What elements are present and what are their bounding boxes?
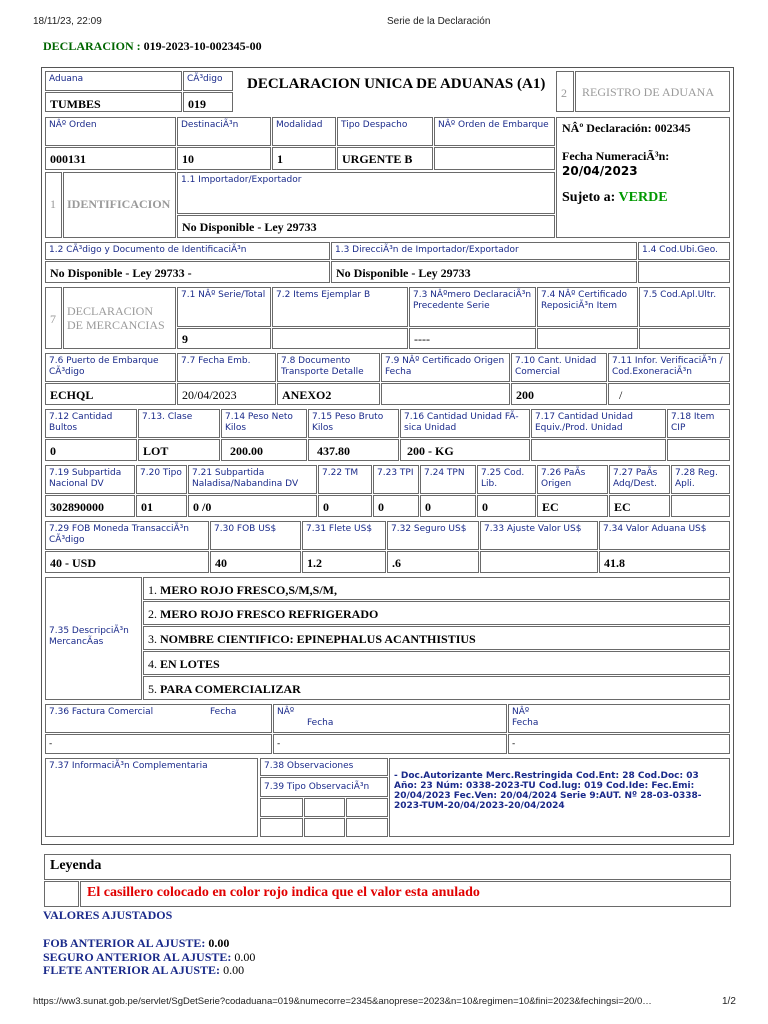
factura-n1-label: NÂº [277,707,295,717]
sujeto-value: VERDE [618,190,668,205]
destinacion-label: DestinaciÃ³n [177,117,271,146]
factura-fecha1-label: Fecha [307,718,334,728]
mercancias-label-cell [63,287,176,349]
f728-label: 7.28 Reg. Apli. [671,465,730,494]
factura-n1-cell [273,704,507,733]
f734-label: 7.34 Valor Aduana US$ [599,521,730,550]
f726-value: EC [537,495,608,517]
codigo-value: 019 [183,92,233,112]
f731-label: 7.31 Flete US$ [302,521,386,550]
factura-fecha2-label: Fecha [512,718,539,728]
flete-ajuste-line [43,963,244,978]
f715-label: 7.15 Peso Bruto Kilos [308,409,399,438]
f73-label: 7.3 NÂºmero DeclaraciÃ³n Precedente Serie [409,287,536,327]
f716-value: 200 - KG [400,439,530,461]
f78-label: 7.8 Documento Transporte Detalle [277,353,380,382]
declaration-title [43,39,262,54]
section2-num: 2 [561,86,567,100]
descripcion-line-4-text: EN LOTES [160,657,220,671]
tipo-despacho-label: Tipo Despacho [337,117,433,146]
f72-label: 7.2 Items Ejemplar B [272,287,408,327]
seguro-ajuste-value: 0.00 [234,950,256,964]
f724-label: 7.24 TPN [420,465,476,494]
mercancias-label-1: DECLARACION [67,304,153,318]
fob-ajuste-value: 0.00 [208,936,230,950]
f713-value: LOT [138,439,220,461]
fob-ajuste-label: FOB ANTERIOR AL AJUSTE: [43,936,206,950]
obs-empty-cell-4 [260,818,303,837]
f729-label: 7.29 FOB Moneda TransacciÃ³n CÃ³digo [45,521,209,550]
mercancias-label [64,288,175,332]
aduana-value: TUMBES [45,92,182,112]
descripcion-line-3 [143,626,730,650]
mercancias-label-2: DE MERCANCIAS [67,318,165,332]
obs-empty-cell-5 [304,818,345,837]
factura-n2-cell [508,704,730,733]
descripcion-line-1-text: MERO ROJO FRESCO,S/M,S/M, [160,583,338,597]
f712-value: 0 [45,439,137,461]
observaciones-text: - Doc.Autorizante Merc.Restringida Cod.Ent: 28 Cod.Doc: 03 Año: 23 Núm: 0338-2023-TU Cod.lug: 019 Cod.Ide: Fec.Emi: 20/04/2023 Fec.Ven: 20/04/2024 Serie 9:AUT. Nº 28-03-0338-2023-TUM-20/04/2023-20/04/2024 [389,758,730,837]
leyenda-title: Leyenda [44,854,731,880]
section7-num-cell [45,287,62,349]
section7-num: 7 [50,312,56,326]
f723-label: 7.23 TPI [373,465,419,494]
sujeto-label: Sujeto a: [562,190,616,205]
f724-value: 0 [420,495,476,517]
f727-label: 7.27 PaÃs Adq/Dest. [609,465,670,494]
f728-value [671,495,730,517]
doc-identificacion-label: 1.2 CÃ³digo y Documento de IdentificaciÃ³n [45,242,330,260]
descripcion-line-4-num: 4. [148,657,157,671]
direccion-label: 1.3 DirecciÃ³n de Importador/Exportador [331,242,637,260]
f75-label: 7.5 Cod.Apl.Ultr. [639,287,730,327]
fecha-numeracion-label: Fecha NumeraciÃ³n: [562,149,670,163]
f733-value [480,551,598,573]
declaration-number: 019-2023-10-002345-00 [143,39,262,53]
f731-value: 1.2 [302,551,386,573]
f730-label: 7.30 FOB US$ [210,521,301,550]
f725-value: 0 [477,495,536,517]
seguro-ajuste-label: SEGURO ANTERIOR AL AJUSTE: [43,950,232,964]
leyenda-color-box [44,881,79,907]
f720-label: 7.20 Tipo [136,465,187,494]
declaration-label: DECLARACION : [43,39,141,53]
descripcion-line-2-num: 2. [148,607,157,621]
f76-value: ECHQL [45,383,176,405]
print-datetime: 18/11/23, 22:09 [33,16,102,27]
f78-value: ANEXO2 [277,383,380,405]
importador-value: No Disponible - Ley 29733 [177,215,555,238]
f711-label: 7.11 Infor. VerificaciÃ³n / Cod.ExoneraciÃ³n [608,353,730,382]
f714-label: 7.14 Peso Neto Kilos [221,409,307,438]
f729-value: 40 - USD [45,551,209,573]
orden-embarque-label: NÂº Orden de Embarque [434,117,555,146]
doc-identificacion-value: No Disponible - Ley 29733 - [45,261,330,283]
f79-label: 7.9 NÂº Certificado Origen Fecha [381,353,510,382]
f710-label: 7.10 Cant. Unidad Comercial [511,353,607,382]
descripcion-line-2 [143,601,730,625]
obs-empty-cell-3 [346,798,388,817]
flete-ajuste-label: FLETE ANTERIOR AL AJUSTE: [43,963,221,977]
f722-value: 0 [318,495,372,517]
f716-label: 7.16 Cantidad Unidad FÃsica Unidad [400,409,530,438]
f732-value: .6 [387,551,479,573]
f73-value: ---- [409,328,536,349]
descripcion-line-5 [143,676,730,700]
obs-empty-cell-6 [346,818,388,837]
descripcion-line-1 [143,577,730,600]
factura-value-1: - [45,734,272,754]
f720-value: 01 [136,495,187,517]
f715-value: 437.80 [308,439,399,461]
fecha-numeracion-value: 20/04/2023 [562,164,638,178]
importador-label: 1.1 Importador/Exportador [177,172,555,214]
tipo-despacho-value: URGENTE B [337,147,433,170]
f710-value: 200 [511,383,607,405]
ajustes-title: VALORES AJUSTADOS [43,908,173,922]
f717-label: 7.17 Cantidad Unidad Equiv./Prod. Unidad [531,409,666,438]
section1-num-cell [45,172,62,238]
descripcion-line-5-num: 5. [148,682,157,696]
ubigeo-label: 1.4 Cod.Ubi.Geo. [638,242,730,260]
observaciones-label: 7.38 Observaciones [260,758,388,776]
factura-n2-label: NÂº [512,707,530,717]
n-orden-label: NÂº Orden [45,117,176,146]
descripcion-line-3-text: NOMBRE CIENTIFICO: EPINEPHALUS ACANTHISTIUS [160,632,476,646]
identificacion-label-cell [63,172,176,238]
f75-value [639,328,730,349]
f730-value: 40 [210,551,301,573]
f717-value [531,439,666,461]
codigo-label: CÃ³digo [183,71,233,91]
f74-value [537,328,638,349]
destinacion-value: 10 [177,147,271,170]
descripcion-line-3-num: 3. [148,632,157,646]
page-number: 1/2 [722,996,736,1007]
f72-value [272,328,408,349]
descripcion-line-5-text: PARA COMERCIALIZAR [160,682,301,696]
f79-value [381,383,510,405]
f725-label: 7.25 Cod. Lib. [477,465,536,494]
f727-value: EC [609,495,670,517]
n-declaracion: NÂº Declaración: 002345 [562,121,691,135]
f718-label: 7.18 Item CIP [667,409,730,438]
f714-value: 200.00 [221,439,307,461]
leyenda-message: El casillero colocado en color rojo indica que el valor esta anulado [80,881,731,907]
f77-label: 7.7 Fecha Emb. [177,353,276,382]
f718-value [667,439,730,461]
registro-aduana-label: REGISTRO DE ADUANA [582,85,714,99]
f711-value: / [608,383,730,405]
info-complementaria-label: 7.37 InformaciÃ³n Complementaria [45,758,258,837]
identificacion-label: IDENTIFICACION [67,197,171,211]
modalidad-value: 1 [272,147,336,170]
page-title: Serie de la Declaración [387,16,491,27]
obs-empty-cell-1 [260,798,303,817]
factura-value-2: - [273,734,507,754]
section2-num-cell [556,71,574,112]
descripcion-label: 7.35 DescripciÃ³n MercancÃas [49,626,129,647]
registro-aduana-cell [575,71,730,112]
f77-value: 20/04/2023 [177,383,276,405]
f71-label: 7.1 NÂº Serie/Total [177,287,271,327]
print-url: https://ww3.sunat.gob.pe/servlet/SgDetSerie?codaduana=019&numecorre=2345&anoprese=2023&n=10&regimen=10&fini=2023&fechingsi=20/0… [33,996,652,1007]
f712-label: 7.12 Cantidad Bultos [45,409,137,438]
f723-value: 0 [373,495,419,517]
modalidad-label: Modalidad [272,117,336,146]
sujeto-a [557,178,729,206]
f71-value: 9 [177,328,271,349]
fob-ajuste-line [43,936,229,951]
factura-value-3: - [508,734,730,754]
ubigeo-value [638,261,730,283]
factura-fecha-label: Fecha [210,707,237,717]
descripcion-label-cell [45,577,142,700]
f719-value: 302890000 [45,495,135,517]
direccion-value: No Disponible - Ley 29733 [331,261,637,283]
f74-label: 7.4 NÂº Certificado ReposiciÃ³n Item [537,287,638,327]
f726-label: 7.26 PaÃs Origen [537,465,608,494]
form-main-title: DECLARACION UNICA DE ADUANAS (A1) [247,76,546,92]
f713-label: 7.13. Clase [138,409,220,438]
descripcion-line-1-num: 1. [148,583,157,597]
n-orden-value: 000131 [45,147,176,170]
f721-value: 0 /0 [188,495,317,517]
f732-label: 7.32 Seguro US$ [387,521,479,550]
f734-value: 41.8 [599,551,730,573]
f721-label: 7.21 Subpartida Naladisa/Nabandina DV [188,465,317,494]
f76-label: 7.6 Puerto de Embarque CÃ³digo [45,353,176,382]
factura-label-cell [45,704,272,733]
tipo-observacion-label: 7.39 Tipo ObservaciÃ³n [260,777,388,797]
factura-label: 7.36 Factura Comercial [49,707,154,717]
descripcion-line-2-text: MERO ROJO FRESCO REFRIGERADO [160,607,379,621]
obs-empty-cell-2 [304,798,345,817]
flete-ajuste-value: 0.00 [223,963,245,977]
aduana-label: Aduana [45,71,182,91]
orden-embarque-value [434,147,555,170]
descripcion-line-4 [143,651,730,675]
f722-label: 7.22 TM [318,465,372,494]
registro-box [556,117,730,238]
f719-label: 7.19 Subpartida Nacional DV [45,465,135,494]
section1-num: 1 [50,197,56,211]
f733-label: 7.33 Ajuste Valor US$ [480,521,598,550]
